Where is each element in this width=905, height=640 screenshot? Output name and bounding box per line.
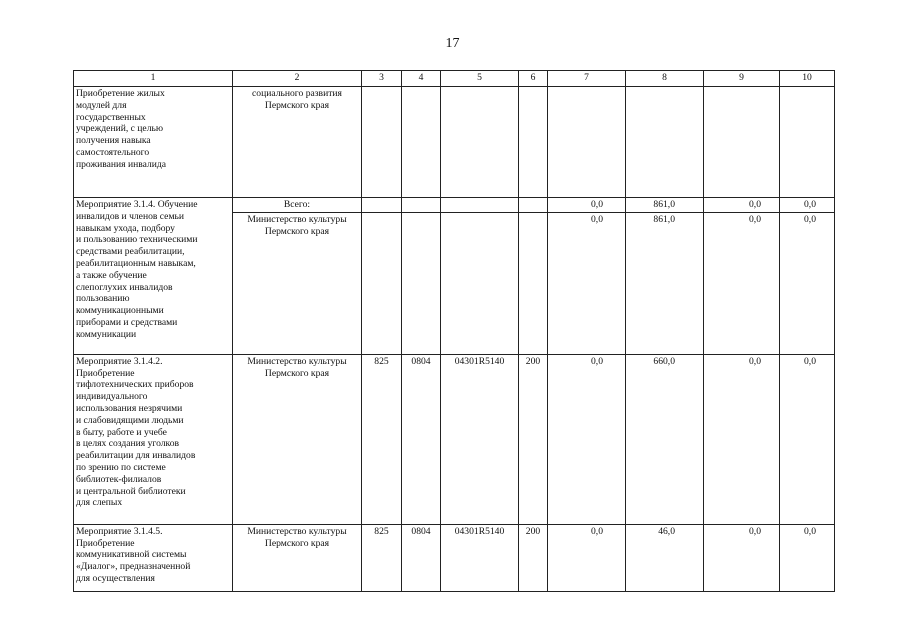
column-header: 3 [362,71,402,87]
table-cell [441,87,519,198]
table-cell [402,212,441,354]
column-header: 4 [402,71,441,87]
page-number: 17 [445,36,460,51]
amount-cell: 0,0 [548,198,626,213]
table-cell [780,87,835,198]
amount-cell: 0,0 [704,354,780,524]
amount-cell: 0,0 [548,524,626,591]
table-cell [626,87,704,198]
table-cell: 0804 [402,354,441,524]
table-row [74,524,835,591]
activity-description: Мероприятие 3.1.4. Обучение инвалидов и членов семьи навыкам ухода, подбору и пользованию техническими средствами реабилитации, реабилитационным навыкам, а также обучение слепоглухих инвалидов пользованию коммуникационными приборами и средствами коммуникации [74,198,233,355]
amount-cell: 0,0 [780,354,835,524]
table-cell [704,87,780,198]
executor-cell: Министерство культуры Пермского края [233,524,362,591]
amount-cell: 0,0 [780,198,835,213]
column-header: 10 [780,71,835,87]
table-row [74,198,835,213]
column-header: 1 [74,71,233,87]
table-cell: 04301R5140 [441,354,519,524]
table-cell [362,198,402,213]
amount-cell: 0,0 [704,524,780,591]
executor-cell: социального развития Пермского края [233,87,362,198]
column-header: 9 [704,71,780,87]
table-cell: 200 [519,354,548,524]
table-cell [519,212,548,354]
amount-cell: 0,0 [704,198,780,213]
table-cell [441,198,519,213]
executor-cell: Всего: [233,198,362,213]
column-header: 6 [519,71,548,87]
budget-table [73,70,835,592]
table-cell: 04301R5140 [441,524,519,591]
table-cell: 0804 [402,524,441,591]
column-header: 5 [441,71,519,87]
amount-cell: 660,0 [626,354,704,524]
table-cell: 200 [519,524,548,591]
executor-cell: Министерство культуры Пермского края [233,212,362,354]
activity-description: Мероприятие 3.1.4.2. Приобретение тифлотехнических приборов индивидуального использования незрячими и слабовидящими людьми в быту, работе и учебе в целях создания уголков реабилитации для инвалидов по зрению по системе библиотек-филиалов и центральной библиотеки для слепых [74,354,233,524]
table-cell [362,87,402,198]
table-cell: 825 [362,524,402,591]
table-cell [519,87,548,198]
amount-cell: 0,0 [780,212,835,354]
amount-cell: 46,0 [626,524,704,591]
table-row [74,354,835,524]
amount-cell: 861,0 [626,198,704,213]
table-cell: 825 [362,354,402,524]
amount-cell: 0,0 [548,212,626,354]
column-header: 8 [626,71,704,87]
column-header: 7 [548,71,626,87]
amount-cell: 0,0 [780,524,835,591]
executor-cell: Министерство культуры Пермского края [233,354,362,524]
table-cell [402,87,441,198]
amount-cell: 861,0 [626,212,704,354]
activity-description: Приобретение жилых модулей для государственных учреждений, с целью получения навыка самостоятельного проживания инвалида [74,87,233,198]
table-cell [362,212,402,354]
table-cell [548,87,626,198]
amount-cell: 0,0 [704,212,780,354]
table-cell [519,198,548,213]
table-cell [441,212,519,354]
activity-description: Мероприятие 3.1.4.5. Приобретение коммуникативной системы «Диалог», предназначенной для осуществления [74,524,233,591]
amount-cell: 0,0 [548,354,626,524]
table-row [74,87,835,198]
table-header-row [74,71,835,87]
column-header: 2 [233,71,362,87]
table-cell [402,198,441,213]
